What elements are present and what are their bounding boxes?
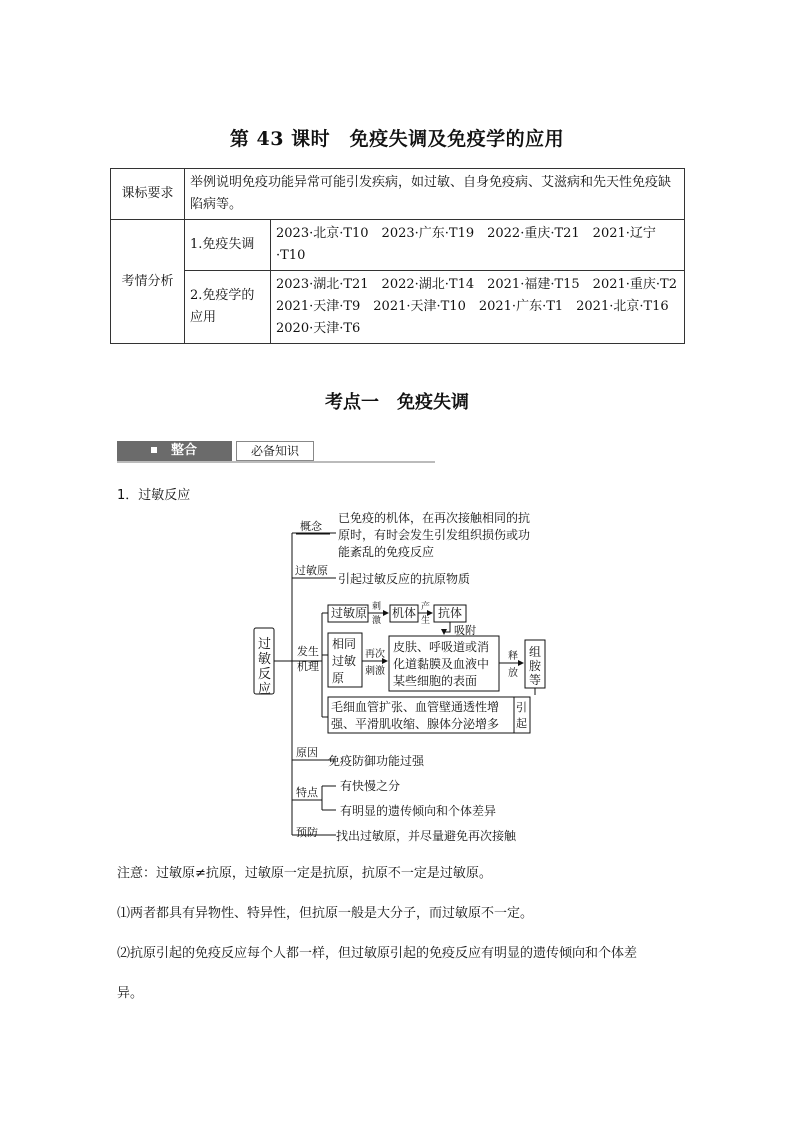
item-heading: 1．过敏反应 (117, 488, 191, 503)
concept-text: 原时，有时会发生引发组织损伤或功 (338, 528, 531, 542)
req-text: 举例说明免疫功能异常可能引发疾病，如过敏、自身免疫病、艾滋病和先天性免疫缺陷病等。 (185, 169, 685, 220)
adsorb-label: 吸附 (454, 624, 476, 637)
banner-light-label: 必备知识 (236, 441, 314, 461)
release-label: 放 (508, 668, 518, 679)
box-same-label: 相同 (332, 637, 357, 651)
prevent-label: 预防 (296, 826, 318, 839)
box-cells-label: 化道黏膜及血液中 (393, 657, 490, 671)
feature-label: 特点 (296, 786, 318, 799)
box-histamine-label: 胺 (529, 659, 542, 673)
box-allergen-label: 过敏原 (331, 606, 368, 620)
root-char: 过 (258, 637, 272, 652)
cause-text: 免疫防御功能过强 (328, 754, 425, 768)
box-cells-label: 皮肤、呼吸道或消 (393, 640, 490, 654)
mechanism-label: 发生 (297, 645, 319, 658)
concept-text: 能紊乱的免疫反应 (338, 545, 435, 559)
again-label: 再次 (365, 649, 385, 660)
stimulate-label: 刺 (372, 602, 382, 612)
ref-line: 2020·天津·T6 (276, 321, 361, 336)
topic-cell: 1.免疫失调 (185, 220, 271, 271)
note-paragraph: ⑴两者都具有异物性、特异性，但抗原一般是大分子，而过敏原不一定。 (117, 906, 534, 921)
allergen-text: 引起过敏反应的抗原物质 (338, 572, 471, 586)
root-char: 反 (258, 667, 272, 682)
note-paragraph-end: 异。 (117, 986, 144, 1001)
stimulate-label: 激 (372, 616, 382, 626)
topic-cell: 2.免疫学的应用 (185, 271, 271, 344)
box-effects-label: 毛细血管扩张、血管壁通透性增 (331, 700, 500, 714)
banner-dark-label: 整合 (171, 443, 198, 458)
box-histamine-label: 组 (529, 645, 542, 659)
note-intro: 注意：过敏原≠抗原，过敏原一定是抗原，抗原不一定是过敏原。 (117, 866, 492, 881)
prevent-text: 找出过敏原，并尽量避免再次接触 (336, 829, 517, 843)
box-body-label: 机体 (392, 606, 417, 620)
cause-arrow-label: 起 (516, 717, 527, 730)
feature-item: 有明显的遗传倾向和个体差异 (340, 804, 497, 818)
produce-label: 产 (421, 602, 431, 612)
ref-line: 2023·北京·T10 2023·广东·T19 2022·重庆·T21 2021·辽宁·T10 (276, 226, 656, 263)
again-label: 刺激 (365, 666, 385, 677)
release-label: 释 (508, 651, 518, 662)
page-title: 第 43 课时 免疫失调及免疫学的应用 (229, 128, 565, 150)
root-char: 敏 (258, 652, 272, 667)
concept-label: 概念 (300, 520, 322, 533)
mechanism-label: 机理 (297, 660, 319, 673)
feature-item: 有快慢之分 (340, 779, 401, 793)
concept-text: 已免疫的机体，在再次接触相同的抗 (338, 511, 531, 525)
note-paragraph: ⑵抗原引起的免疫反应每个人都一样，但过敏原引起的免疫反应有明显的遗传倾向和个体差 (117, 946, 638, 961)
cause-arrow-label: 引 (516, 701, 527, 714)
section-title: 考点一 免疫失调 (325, 392, 469, 413)
box-same-label: 原 (332, 671, 345, 685)
box-cells-label: 某些细胞的表面 (393, 674, 478, 688)
allergen-label: 过敏原 (295, 564, 328, 577)
box-antibody-label: 抗体 (438, 606, 463, 620)
cause-label: 原因 (296, 746, 318, 759)
box-histamine-label: 等 (529, 673, 542, 687)
box-same-label: 过敏 (332, 654, 357, 668)
ref-line: 2021·天津·T9 2021·天津·T10 2021·广东·T1 2021·北京·T16 (276, 299, 669, 314)
ref-line: 2023·湖北·T21 2022·湖北·T14 2021·福建·T15 2021·重庆·T2 (276, 277, 677, 292)
box-effects-label: 强、平滑肌收缩、腺体分泌增多 (331, 717, 500, 731)
produce-label: 生 (421, 616, 431, 626)
req-label: 课标要求 (111, 169, 185, 220)
analysis-label: 考情分析 (111, 220, 185, 344)
root-char: 应 (258, 682, 272, 697)
